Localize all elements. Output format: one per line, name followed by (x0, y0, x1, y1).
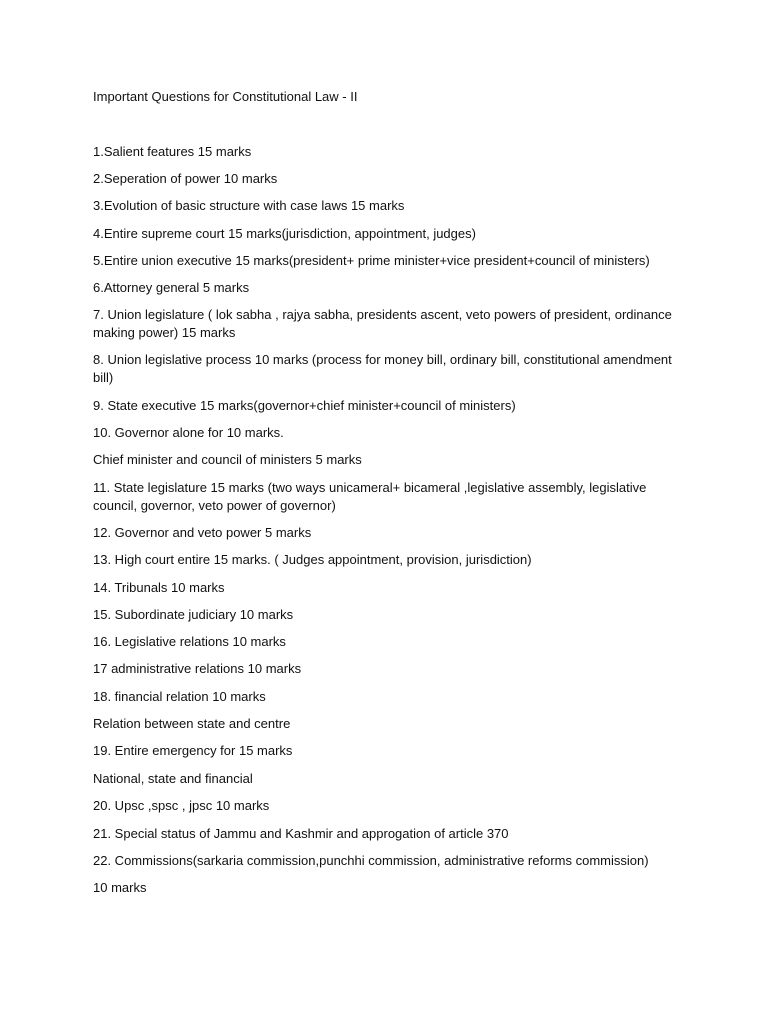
question-line: Chief minister and council of ministers 5 marks (93, 452, 362, 467)
question-line: 18. financial relation 10 marks (93, 689, 266, 704)
question-line: 3.Evolution of basic structure with case laws 15 marks (93, 198, 405, 213)
document-title: Important Questions for Constitutional Law - II (93, 89, 358, 104)
question-line: 4.Entire supreme court 15 marks(jurisdiction, appointment, judges) (93, 226, 476, 241)
question-line: 16. Legislative relations 10 marks (93, 634, 286, 649)
question-line: 7. Union legislature ( lok sabha , rajya sabha, presidents ascent, veto powers of president, ordinance making power) 15 marks (93, 307, 672, 340)
question-line: 10. Governor alone for 10 marks. (93, 425, 284, 440)
question-line: 22. Commissions(sarkaria commission,punchhi commission, administrative reforms commission) (93, 853, 649, 868)
question-line: 5.Entire union executive 15 marks(president+ prime minister+vice president+council of ministers) (93, 253, 650, 268)
question-line: 10 marks (93, 880, 147, 895)
question-line: 1.Salient features 15 marks (93, 144, 252, 159)
question-line: 12. Governor and veto power 5 marks (93, 525, 312, 540)
question-line: 13. High court entire 15 marks. ( Judges appointment, provision, jurisdiction) (93, 552, 532, 567)
question-line: 6.Attorney general 5 marks (93, 280, 250, 295)
question-line: 21. Special status of Jammu and Kashmir and approgation of article 370 (93, 826, 509, 841)
question-line: 14. Tribunals 10 marks (93, 580, 225, 595)
question-line: 11. State legislature 15 marks (two ways unicameral+ bicameral ,legislative assembly, legislative council, governor, veto power of governor) (93, 480, 647, 513)
question-line: 2.Seperation of power 10 marks (93, 171, 278, 186)
question-line: 8. Union legislative process 10 marks (process for money bill, ordinary bill, constitutional amendment bill) (93, 352, 672, 385)
question-line: 9. State executive 15 marks(governor+chief minister+council of ministers) (93, 398, 516, 413)
question-line: 15. Subordinate judiciary 10 marks (93, 607, 294, 622)
question-line: 17 administrative relations 10 marks (93, 661, 302, 676)
question-line: National, state and financial (93, 771, 253, 786)
question-line: Relation between state and centre (93, 716, 291, 731)
question-line: 20. Upsc ,spsc , jpsc 10 marks (93, 798, 270, 813)
question-line: 19. Entire emergency for 15 marks (93, 743, 293, 758)
